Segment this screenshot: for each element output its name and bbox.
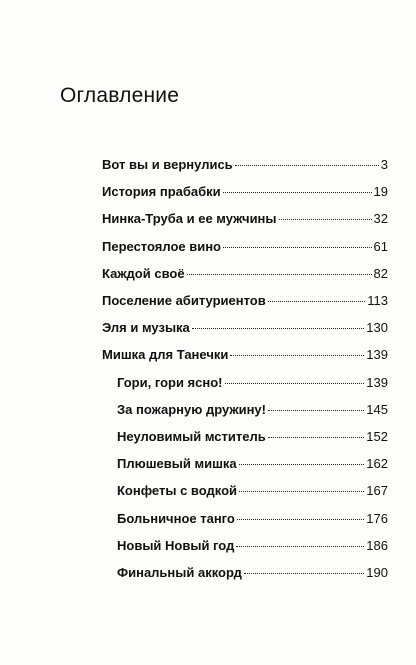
toc-entry-label: Каждой своё (102, 265, 185, 281)
toc-entry (102, 320, 388, 335)
toc-entry-page: 32 (373, 211, 388, 227)
toc-entry-label: Поселение абитуриентов (102, 293, 266, 308)
toc-entry-page: 3 (380, 157, 388, 172)
toc-entry-page: 176 (366, 510, 388, 526)
toc-entry-label: Гори, гори ясно! (117, 374, 223, 390)
toc-leader-dots (268, 300, 366, 302)
toc-entry-label: Новый Новый год (117, 537, 235, 553)
toc-entry (117, 456, 388, 471)
toc-entry-label: Перестоялое вино (102, 238, 221, 254)
toc-leader-dots (239, 490, 364, 492)
toc-entry (102, 293, 388, 308)
toc-entry (117, 483, 388, 498)
toc-entry (102, 184, 388, 199)
toc-entry-label: Эля и музыка (102, 320, 190, 336)
toc-entry-label: Финальный аккорд (117, 565, 242, 580)
toc-entry (102, 347, 388, 362)
toc-entry-page: 162 (366, 456, 388, 472)
toc-leader-dots (230, 354, 364, 356)
toc-entry-page: 152 (366, 429, 388, 444)
toc-leader-dots (237, 518, 364, 520)
toc-entry (102, 211, 388, 226)
toc-entry-label: Конфеты с водкой (117, 483, 238, 499)
toc-entry (102, 157, 388, 172)
toc-entry-label: За пожарную дружину! (117, 401, 266, 417)
toc-leader-dots (244, 572, 364, 574)
toc-leader-dots (235, 164, 379, 166)
toc-entry (117, 429, 388, 444)
toc-entry (117, 538, 388, 553)
toc-leader-dots (223, 191, 372, 193)
toc-leader-dots (187, 273, 372, 275)
toc-entry-page: 61 (373, 238, 388, 254)
toc-entry-page: 186 (366, 537, 388, 553)
toc-leader-dots (192, 327, 365, 329)
toc-entry-label: Неуловимый мститель (117, 429, 266, 444)
toc-entry-label: Мишка для Танечки (102, 347, 229, 363)
toc-title: Оглавление (60, 84, 180, 107)
toc-entry-page: 130 (366, 320, 388, 336)
toc-entry (117, 402, 388, 417)
toc-entry (102, 266, 388, 281)
toc-entry (117, 511, 388, 526)
toc-leader-dots (268, 409, 364, 411)
toc-entry-page: 82 (373, 265, 388, 281)
toc-entry-label: Плюшевый мишка (117, 456, 237, 472)
toc-entry-page: 113 (367, 293, 388, 308)
toc-leader-dots (279, 218, 372, 220)
toc-entry-page: 145 (366, 401, 388, 417)
toc-entry-label: История прабабки (102, 184, 221, 200)
toc-entry-page: 139 (366, 374, 388, 390)
toc-entry (117, 565, 388, 580)
toc-leader-dots (239, 463, 365, 465)
toc-entry-page: 190 (366, 565, 388, 580)
toc-entry-page: 139 (366, 347, 388, 363)
toc-entry-page: 19 (373, 184, 388, 200)
toc-entry-page: 167 (366, 483, 388, 499)
toc-leader-dots (268, 436, 365, 438)
toc-entry (102, 239, 388, 254)
toc-entry-label: Больничное танго (117, 510, 235, 526)
toc-entry-label: Нинка-Труба и ее мужчины (102, 211, 277, 227)
toc-entry-label: Вот вы и вернулись (102, 157, 233, 172)
toc-entry (117, 375, 388, 390)
toc-leader-dots (236, 545, 364, 547)
toc-leader-dots (225, 382, 365, 384)
toc-leader-dots (223, 246, 372, 248)
